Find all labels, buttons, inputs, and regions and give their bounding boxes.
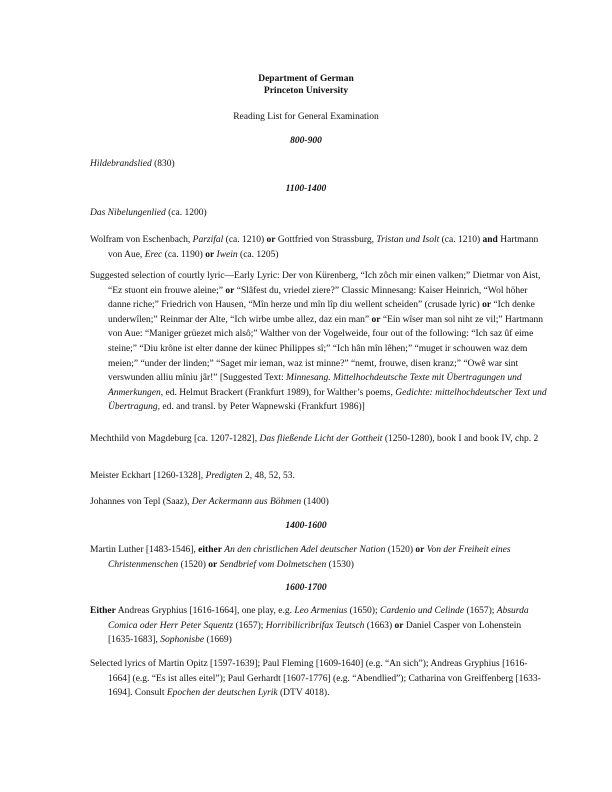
university-heading: Princeton University xyxy=(263,86,349,96)
entry-mechthild: Mechthild von Magdeburg [ca. 1207-1282], Das fließende Licht der Gottheit (1250-1280), book I and book IV, chp. 2 xyxy=(90,434,539,444)
section-heading-1100-1400: 1100-1400 xyxy=(285,184,327,194)
entry-courtly-lyric: Suggested selection of courtly lyric—Early Lyric: Der von Kürenberg, “Ich zôch mir einen valken;” Dietmar von Aist, “Ez stuont ein frouwe aleine;” or “Slâfest du, vriedel ziere?” Classic Minnesang: Kaiser Heinrich, “Wol höher danne riche;” Friedrich von Hausen, “Mîn herze und mîn lîp diu wellent scheiden” (crusade lyric) or “Ich denke underwîlen;” Reinmar der Alte, “Ich wirbe umbe allez, daz ein man” or “Ein wîser man sol niht ze vil;” Hartmann von Aue: “Maniger grüezet mich alsô;” Walther von der Vogelweide, four out of the following: “Ich saz ûf eime steine;” “Diu krône ist elter danne der künec Philippes sî;” “Ich hân mîn lêhen;” “muget ir schouwen waz dem meien;” “under der linden;” “Saget mir ieman, waz ist minne?” “nemt, frouwe, disen kranz;” “Owê war sint verswunden alliu mîniu jâr!” [Suggested Text: Minnesang. Mittelhochdeutsche Texte mit Übertragungen und Anmerkungen, ed. Helmut Brackert (Frankfurt 1989), for Walther’s poems, Gedichte: mittelhochdeutscher Text und Übertragung, ed. and transl. by Peter Wapnewski (Frankfurt 1986)] xyxy=(90,271,547,413)
entry-hildebrandslied: Hildebrandslied (830) xyxy=(90,159,175,169)
entry-eckhart: Meister Eckhart [1260-1328], Predigten 2, 48, 52, 53. xyxy=(90,471,295,481)
entry-gryphius: Either Andreas Gryphius [1616-1664], one play, e.g. Leo Armenius (1650); Cardenio und Celinde (1657); Absurda Comica oder Herr Peter Squentz (1657); Horribilicribrifax Teutsch (1663) or Daniel Casper von Lohenstein [1635-1683], Sophonisbe (1669) xyxy=(90,606,529,646)
section-heading-1600-1700: 1600-1700 xyxy=(285,583,327,593)
entry-tepl: Johannes von Tepl (Saaz), Der Ackermann aus Böhmen (1400) xyxy=(90,497,329,507)
document-subtitle: Reading List for General Examination xyxy=(233,112,379,122)
entry-wolfram: Wolfram von Eschenbach, Parzifal (ca. 1210) or Gottfried von Strassburg, Tristan und Isolt (ca. 1210) and Hartmann von Aue, Erec (ca. 1190) or Iwein (ca. 1205) xyxy=(90,235,539,260)
entry-luther: Martin Luther [1483-1546], either An den christlichen Adel deutscher Nation (1520) or Von der Freiheit eines Christenmenschen (1520) or Sendbrief vom Dolmetschen (1530) xyxy=(90,545,511,570)
section-heading-1400-1600: 1400-1600 xyxy=(285,521,327,531)
department-heading: Department of German xyxy=(258,74,354,84)
entry-nibelungenlied: Das Nibelungenlied (ca. 1200) xyxy=(90,208,207,218)
entry-baroque-lyrics: Selected lyrics of Martin Opitz [1597-1639]; Paul Fleming [1609-1640] (e.g. “An sich”); Andreas Gryphius [1616-1664] (e.g. “Es ist alles eitel”); Paul Gerhardt [1607-1776] (e.g. “Abendlied”); Catharina von Greiffenberg [1633-1694]. Consult Epochen der deutschen Lyrik (DTV 4018). xyxy=(90,659,541,699)
section-heading-800-900: 800-900 xyxy=(290,136,322,146)
